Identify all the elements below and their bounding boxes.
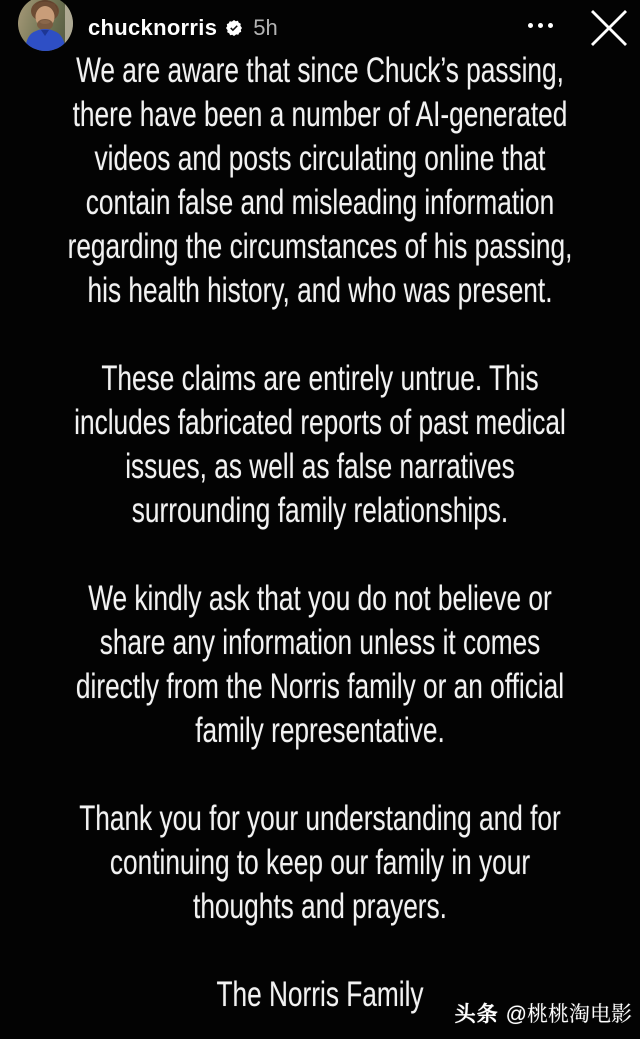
avatar[interactable] [18, 0, 73, 51]
story-paragraph [0, 797, 640, 929]
watermark-handle: @桃桃淘电影 [505, 1003, 632, 1026]
story-line: directly from the Norris family or an official [75, 667, 565, 706]
close-button[interactable] [588, 8, 630, 48]
user-row [88, 0, 278, 56]
more-options-icon [538, 23, 543, 28]
story-line: continuing to keep our family in your [109, 843, 531, 882]
username[interactable]: chucknorris [88, 15, 218, 40]
story-text [0, 49, 640, 1017]
story-line: Thank you for your understanding and for [79, 799, 561, 838]
story-line: regarding the circumstances of his passing, [67, 227, 573, 266]
story-paragraph [0, 357, 640, 533]
more-options-icon [528, 23, 533, 28]
story-line: contain false and misleading information [85, 183, 555, 222]
verified-badge-icon [226, 20, 242, 36]
story-line: These claims are entirely untrue. This [101, 359, 539, 398]
story-paragraphs [0, 49, 640, 929]
story-line: videos and posts circulating online that [94, 139, 546, 178]
watermark [455, 998, 632, 1028]
story-paragraph [0, 577, 640, 753]
avatar-image [18, 0, 73, 51]
story-line: his health history, and who was present. [87, 271, 553, 310]
story-paragraph [0, 49, 640, 313]
story-line: includes fabricated reports of past medical [74, 403, 566, 442]
timestamp: 5h [253, 15, 278, 40]
more-options-icon [548, 23, 553, 28]
story-line: share any information unless it comes [99, 623, 541, 662]
story-line: surrounding family relationships. [131, 491, 509, 530]
story-line: We are aware that since Chuck’s passing, [76, 51, 564, 90]
story-line: family representative. [195, 711, 445, 750]
story-line: thoughts and prayers. [193, 887, 447, 926]
story-line: there have been a number of AI-generated [72, 95, 568, 134]
story-signature: The Norris Family [216, 975, 424, 1014]
watermark-brand-logo: 头条 [454, 1003, 499, 1026]
more-options-button[interactable] [520, 12, 560, 38]
story-line: issues, as well as false narratives [125, 447, 515, 486]
close-icon [588, 8, 630, 48]
story-header [0, 0, 640, 56]
story-line: We kindly ask that you do not believe or [88, 579, 552, 618]
